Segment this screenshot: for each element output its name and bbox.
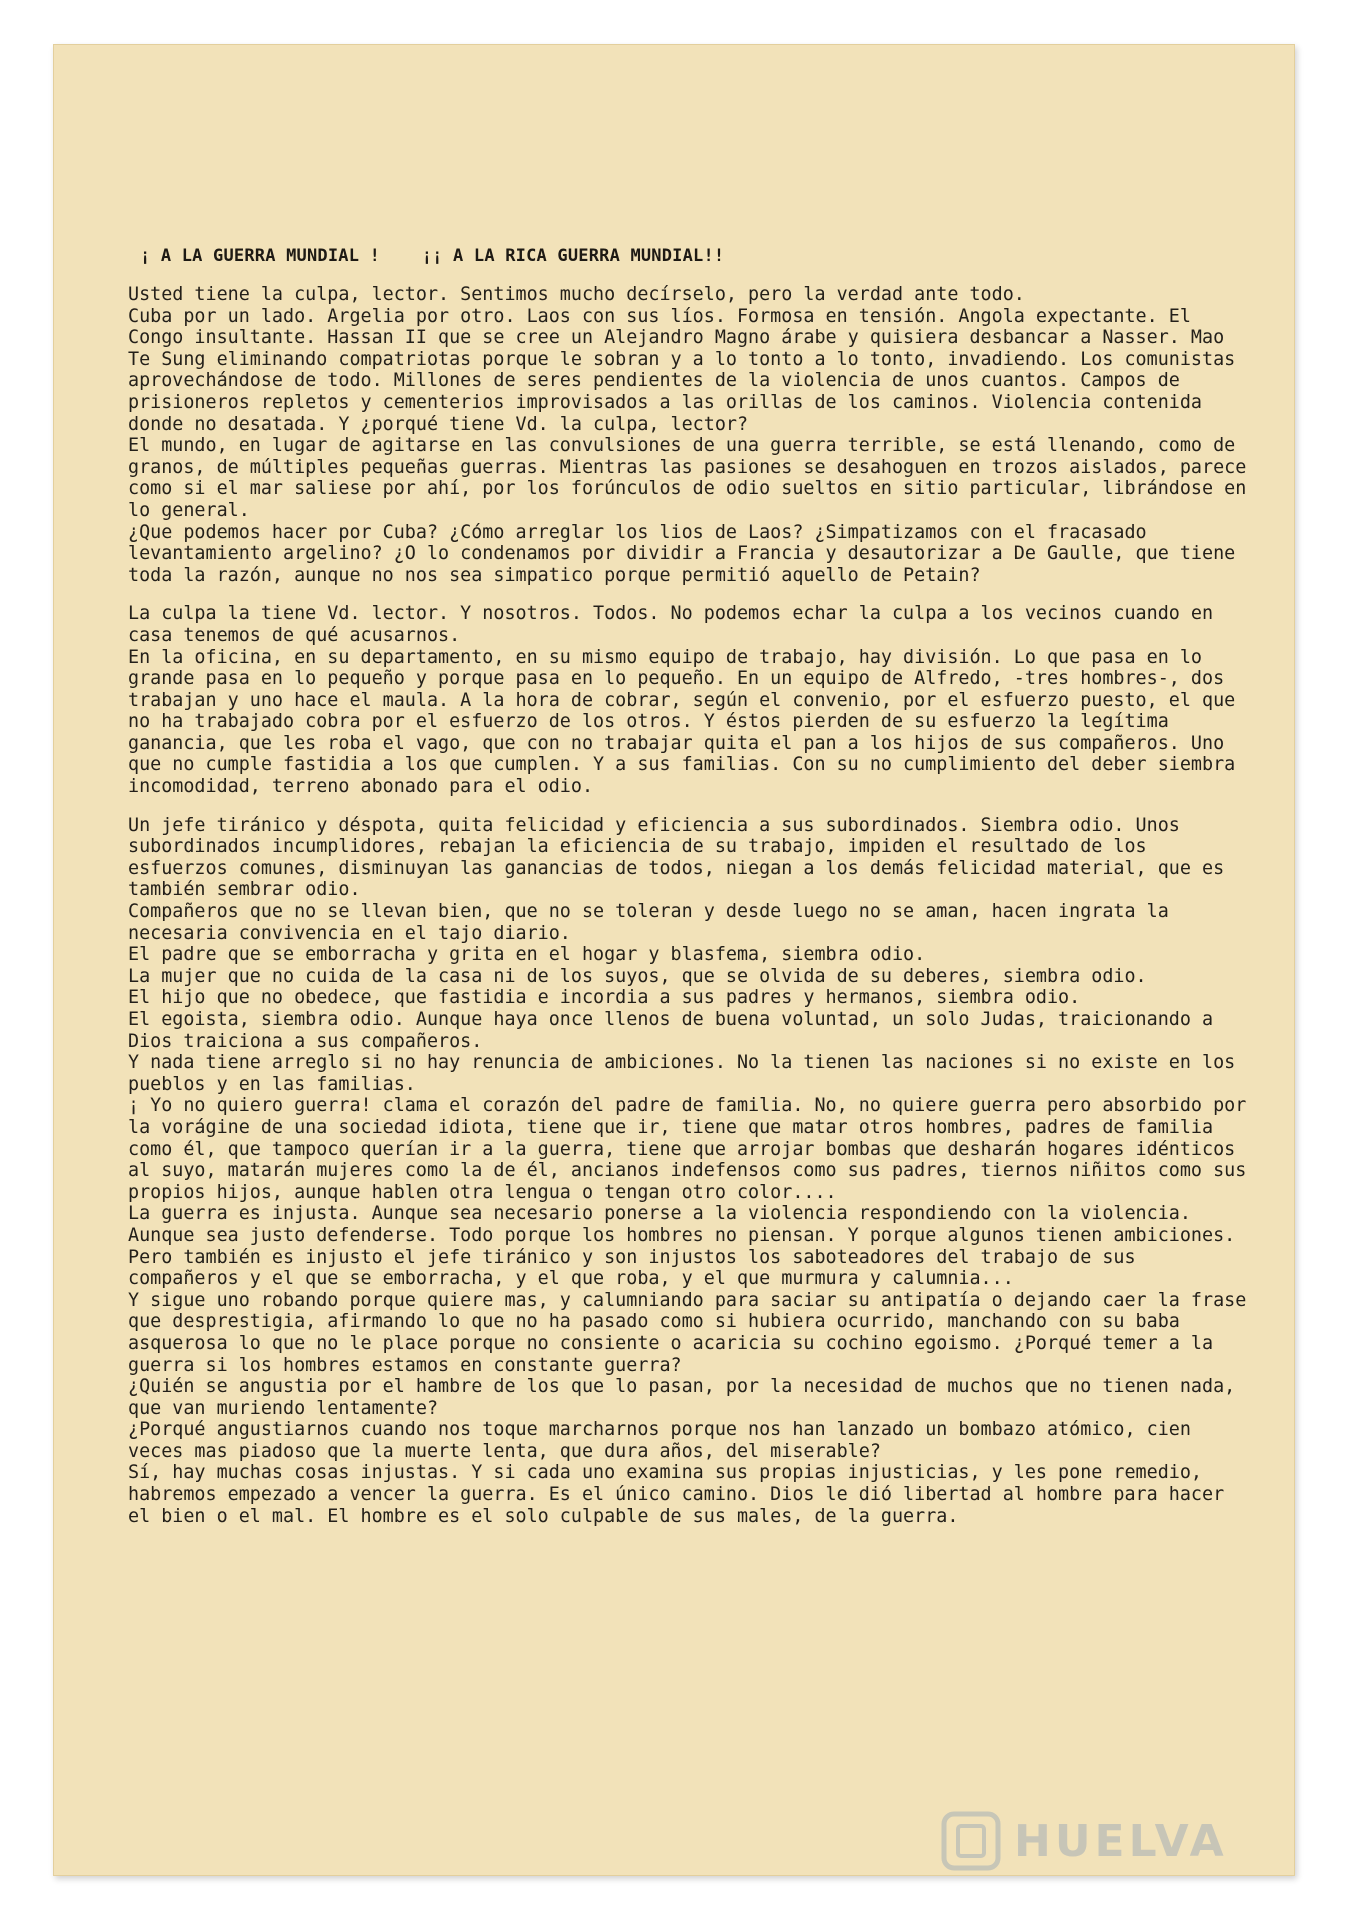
paragraph-5: La culpa la tiene Vd. lector. Y nosotros. Todos. No podemos echar la culpa a los vecinos cuando en casa tenemos de qué acusarnos. [128,603,1214,646]
paragraph-18: ¿Porqué angustiarnos cuando nos toque marcharnos porque nos han lanzado un bombazo atómico, cien veces mas piadoso que la muerte lenta, que dura años, del miserable? [128,1419,1191,1462]
paragraph-19: Sí, hay muchas cosas injustas. Y si cada uno examina sus propias injusticias, y les pone remedio, habremos empezado a vencer la guerra. Es el único camino. Dios le dió libertad al hombre para hacer el bien o el mal. El hombre es el solo culpable de sus males, de la guerra. [128,1462,1225,1527]
archive-seal-icon [940,1810,1002,1872]
archive-watermark [940,1808,1280,1878]
paragraph-17: ¿Quién se angustia por el hambre de los que lo pasan, por la necesidad de muchos que no tienen nada, que van muriendo lentamente? [128,1376,1236,1419]
paragraph-13: Y nada tiene arreglo si no hay renuncia de ambiciones. No la tienen las naciones si no existe en los pueblos y en las familias. [128,1052,1236,1095]
paragraph-6: En la oficina, en su departamento, en su mismo equipo de trabajo, hay división. Lo que pasa en lo grande pasa en lo pequeño y porque pasa en lo pequeño. En un equipo de Alfredo, -tres hombres-, dos trabajan y uno hace el maula. A la hora de cobrar, según el convenio, por el esfuerzo puesto, el que no ha trabajado cobra por el esfuerzo de los otros. Y éstos pierden de su esfuerzo la legítima ganancia, que les roba el vago, que con no trabajar quita el pan a los hijos de sus compañeros. Uno que no cumple fastidia a los que cumplen. Y a sus familias. Con su no cumplimiento del deber siembra incomodidad, terreno abonado para el odio. [128,646,1236,798]
page-title: ¡ A LA GUERRA MUNDIAL ! ¡¡ A LA RICA GUERRA MUNDIAL!! [140,246,725,266]
paragraph-12: El egoista, siembra odio. Aunque haya once llenos de buena voluntad, un solo Judas, traicionando a Dios traiciona a sus compañeros. [128,1009,1214,1052]
paragraph-2: Cuba por un lado. Argelia por otro. Laos con sus líos. Formosa en tensión. Angola expectante. El Congo insultante. Hassan II que se cree un Alejandro Magno árabe y quisiera desbancar a Nasser. Mao Te Sung eliminando compatriotas porque le sobran y a lo tonto a lo tonto, invadiendo. Los comunistas aprovechándose de todo. Millones de seres pendientes de la violencia de unos cuantos. Campos de prisioneros repletos y cementerios improvisados a las orillas de los caminos. Violencia contenida donde no desatada. Y ¿porqué tiene Vd. la culpa, lector? [128,305,1236,435]
paragraph-14: ¡ Yo no quiero guerra! clama el corazón del padre de familia. No, no quiere guerra pero absorbido por la vorágine de una sociedad idiota, tiene que ir, tiene que matar otros hombres, padres de familia como él, que tampoco querían ir a la guerra, tiene que arrojar bombas que desharán hogares idénticos al suyo, matarán mujeres como la de él, ancianos indefensos como sus padres, tiernos niñitos como sus propios hijos, aunque hablen otra lengua o tengan otro color.... [128,1095,1247,1203]
watermark-text: HUELVA [1014,1816,1228,1867]
paragraph-1: Usted tiene la culpa, lector. Sentimos mucho decírselo, pero la verdad ante todo. [128,284,1025,305]
paragraph-7: Un jefe tiránico y déspota, quita felicidad y eficiencia a sus subordinados. Siembra odio. Unos subordinados incumplidores, rebajan la eficiencia de su trabajo, impiden el resultado de los esfuerzos comunes, disminuyan las ganancias de todos, niegan a los demás felicidad material, que es también sembrar odio. [128,814,1225,901]
paragraph-3: El mundo, en lugar de agitarse en las convulsiones de una guerra terrible, se está llenando, como de granos, de múltiples pequeñas guerras. Mientras las pasiones se desahoguen en trozos aislados, parece como si el mar saliese por ahí, por los forúnculos de odio sueltos en sitio particular, librándose en lo general. [128,435,1247,521]
paragraph-15: La guerra es injusta. Aunque sea necesario ponerse a la violencia respondiendo con la violencia. Aunque sea justo defenderse. Todo porque los hombres no piensan. Y porque algunos tienen ambiciones. Pero también es injusto el jefe tiránico y son injustos los saboteadores del trabajo de sus compañeros y el que se emborracha, y el que roba, y el que murmura y calumnia... [128,1203,1236,1290]
paragraph-16: Y sigue uno robando porque quiere mas, y calumniando para saciar su antipatía o dejando caer la frase que desprestigia, afirmando lo que no ha pasado como si hubiera ocurrido, manchando con su baba asquerosa lo que no le place porque no consiente o acaricia su cochino egoismo. ¿Porqué temer a la guerra si los hombres estamos en constante guerra? [128,1289,1247,1376]
paragraph-4: ¿Que podemos hacer por Cuba? ¿Cómo arreglar los lios de Laos? ¿Simpatizamos con el fracasado levantamiento argelino? ¿O lo condenamos por dividir a Francia y desautorizar a De Gaulle, que tiene toda la razón, aunque no nos sea simpatico porque permitió aquello de Petain? [128,521,1236,586]
paragraph-9: El padre que se emborracha y grita en el hogar y blasfema, siembra odio. [128,944,926,966]
paragraph-8: Compañeros que no se llevan bien, que no se toleran y desde luego no se aman, hacen ingrata la necesaria convivencia en el tajo diario. [128,901,1169,944]
article-body [128,284,1248,1854]
paragraph-11: El hijo que no obedece, que fastidia e incordia a sus padres y hermanos, siembra odio. [128,987,1081,1009]
paragraph-10: La mujer que no cuida de la casa ni de los suyos, que se olvida de su deberes, siembra odio. [128,965,1147,987]
